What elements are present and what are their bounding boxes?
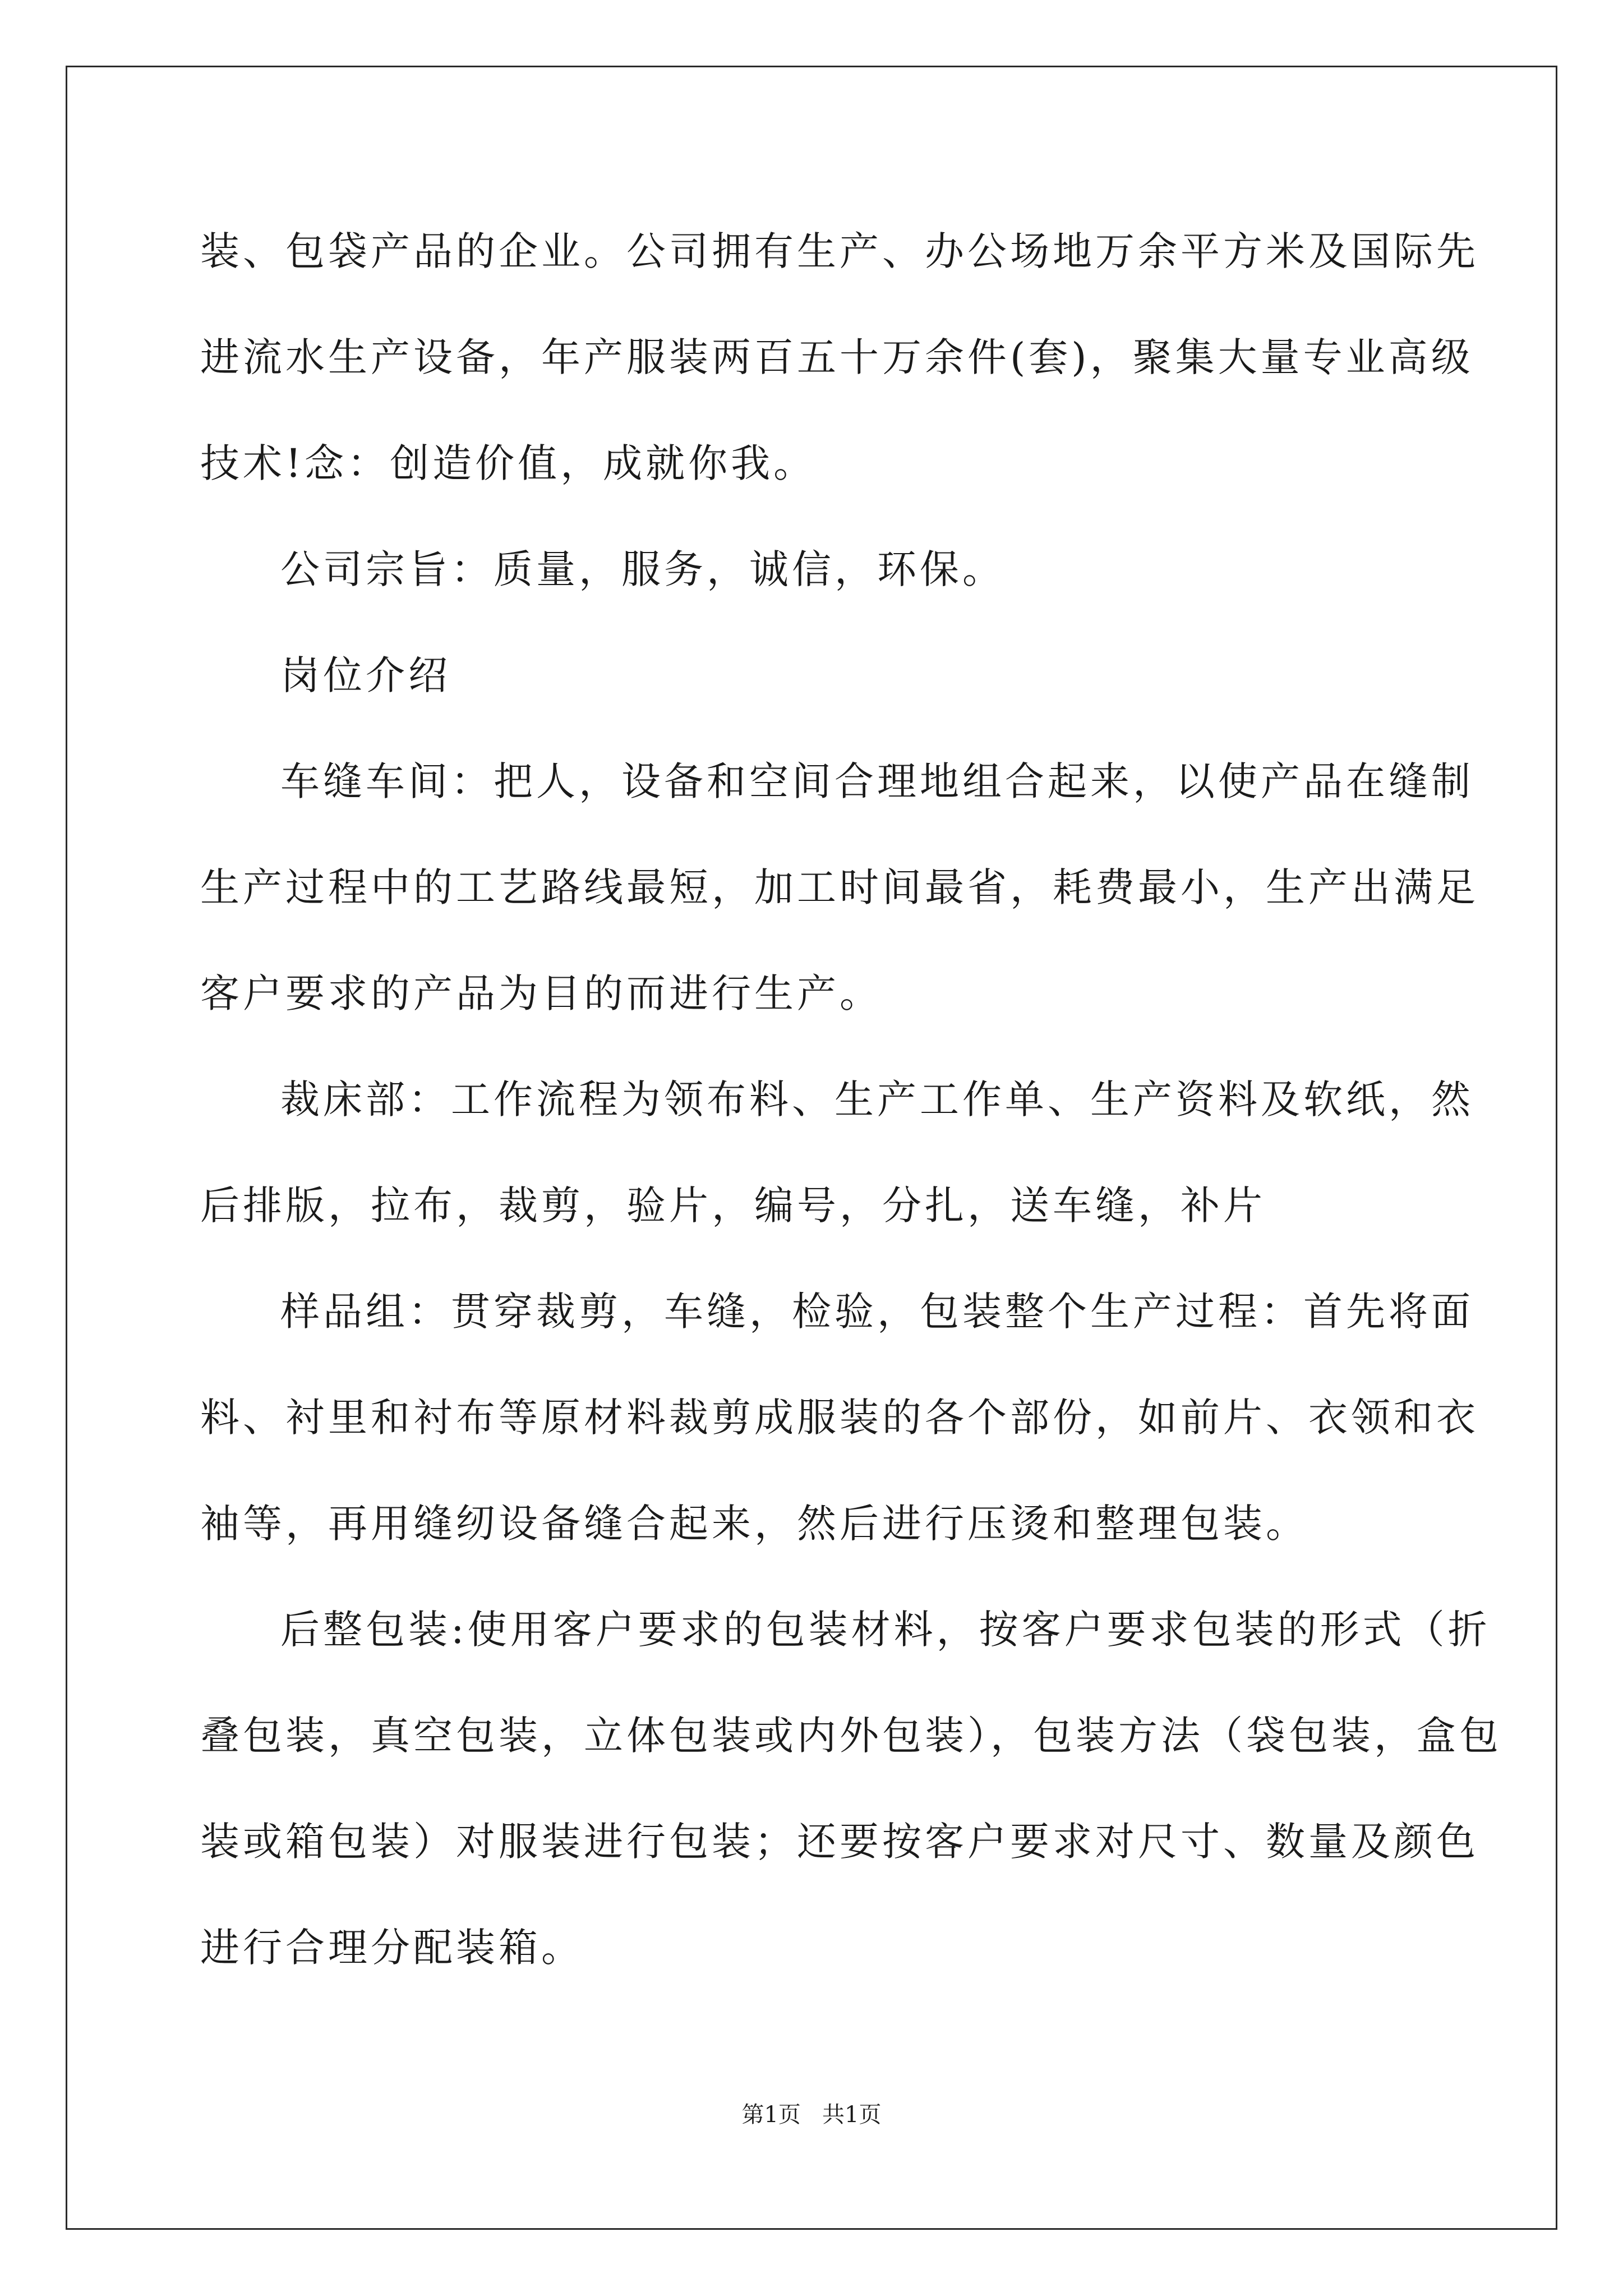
paragraph-sample-group: 样品组：贯穿裁剪，车缝，检验，包装整个生产过程：首先将面 [280,1289,1474,1335]
text-line: 生产过程中的工艺路线最短，加工时间最省，耗费最小，生产出满足 [200,864,1479,910]
paragraph-sewing-workshop: 车缝车间：把人，设备和空间合理地组合起来，以使产品在缝制 [280,758,1474,804]
page-number-footer: 第1页 共1页 [741,2102,882,2128]
text-line: 袖等，再用缝纫设备缝合起来，然后进行压烫和整理包装。 [200,1501,1308,1547]
text-line: 装、包袋产品的企业。公司拥有生产、办公场地万余平方米及国际先 [200,228,1479,274]
text-line: 进行合理分配装箱。 [200,1925,584,1971]
paragraph-company-tenet: 公司宗旨：质量，服务，诚信，环保。 [280,546,1005,592]
document-body [200,222,1502,2024]
text-line: 进流水生产设备，年产服装两百五十万余件(套)，聚集大量专业高级 [200,334,1474,380]
section-heading-job-intro: 岗位介绍 [280,652,451,698]
text-line: 客户要求的产品为目的而进行生产。 [200,970,882,1016]
text-line: 后排版，拉布，裁剪，验片，编号，分扎，送车缝，补片 [200,1182,1266,1228]
text-line: 装或箱包装）对服装进行包装；还要按客户要求对尺寸、数量及颜色 [200,1819,1479,1865]
text-line: 料、衬里和衬布等原材料裁剪成服装的各个部份，如前片、衣领和衣 [200,1395,1479,1441]
paragraph-cutting-department: 裁床部：工作流程为领布料、生产工作单、生产资料及软纸，然 [280,1076,1474,1122]
text-line: 叠包装，真空包装，立体包装或内外包装），包装方法（袋包装，盒包 [200,1713,1502,1759]
text-line: 技术!念：创造价值，成就你我。 [200,440,817,486]
paragraph-post-finishing-packaging: 后整包装:使用客户要求的包装材料，按客户要求包装的形式（折 [280,1607,1491,1653]
